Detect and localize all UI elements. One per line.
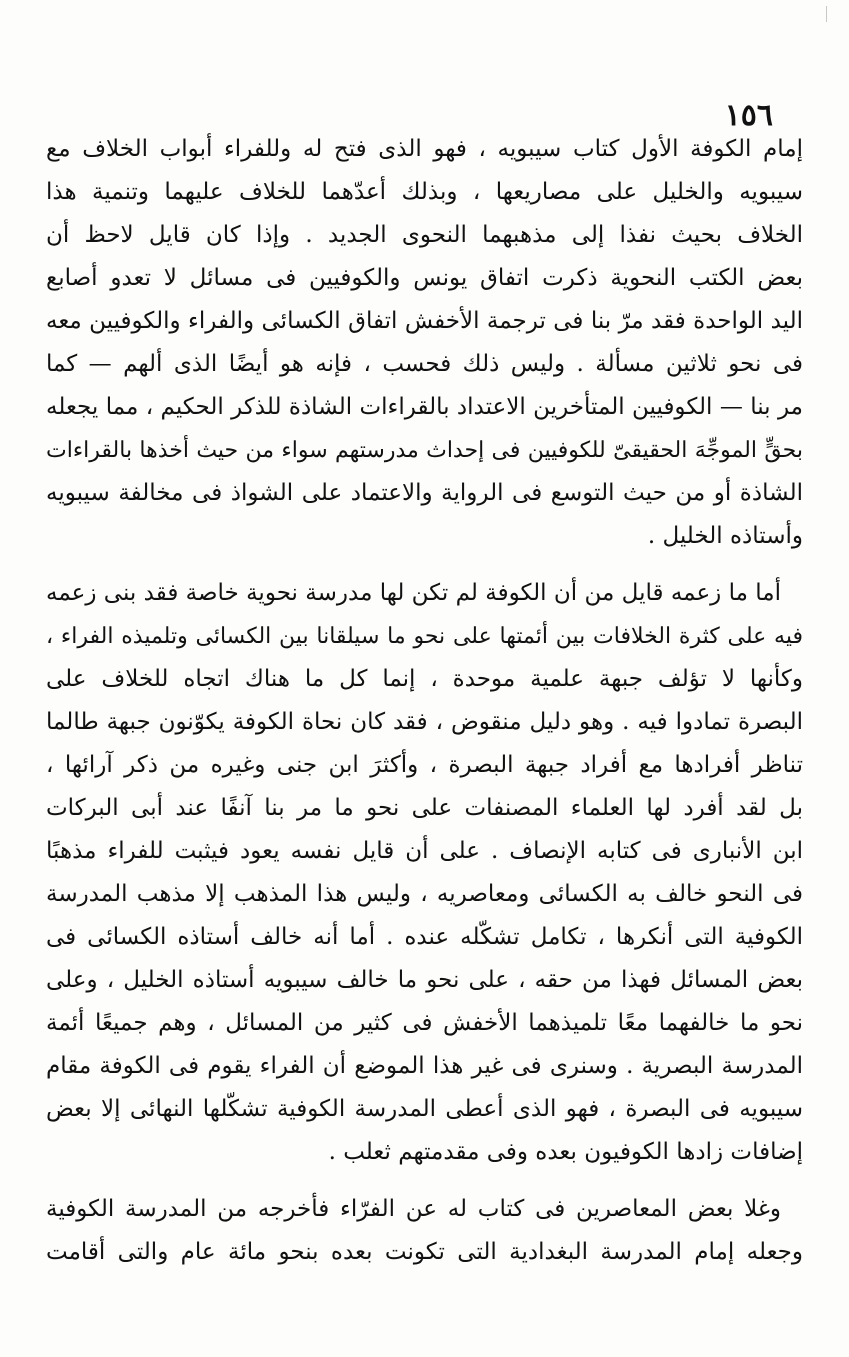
text-line: وغلا بعض المعاصرين فى كتاب له عن الفرّاء فأخرجه من المدرسة الكوفية [46, 1196, 781, 1222]
text-line: مر بنا — الكوفيين المتأخرين الاعتداد بالقراءات الشاذة للذكر الحكيم ، مما يجعله [46, 394, 803, 420]
text-line: وأستاذه الخليل . [647, 523, 803, 549]
body-text [46, 128, 803, 1274]
text-line: إمام الكوفة الأول كتاب سيبويه ، فهو الذى فتح له وللفراء أبواب الخلاف مع [46, 136, 803, 162]
text-line: وكأنها لا تؤلف جبهة علمية موحدة ، إنما كل ما هناك اتجاه للخلاف على [46, 666, 803, 692]
text-line: الخلاف بحيث نفذا إلى مذهبهما النحوى الجديد . وإذا كان قايل لاحظ أن [46, 222, 803, 248]
paragraph-1 [46, 128, 803, 558]
text-line: وجعله إمام المدرسة البغدادية التى تكونت بعده بنحو مائة عام والتى أقامت [46, 1239, 803, 1265]
text-line: ابن الأنبارى فى كتابه الإنصاف . على أن قايل نفسه يعود فيثبت للفراء مذهبًا [46, 838, 803, 864]
page-number: ١٥٦ [724, 98, 773, 133]
scan-edge-mark [826, 6, 827, 22]
text-line: الشاذة أو من حيث التوسع فى الرواية والاعتماد على الشواذ فى مخالفة سيبويه [46, 480, 803, 506]
text-line: فيه على كثرة الخلافات بين أئمتها على نحو ما سيلقانا بين الكسائى وتلميذه الفراء ، [46, 624, 803, 649]
text-line: بعض الكتب النحوية ذكرت اتفاق يونس والكوفيين فى مسائل لا تعدو أصابع [46, 265, 803, 291]
text-line: بل لقد أفرد لها العلماء المصنفات على نحو ما مر بنا آنفًا عند أبى البركات [46, 795, 803, 821]
paragraph-gap [46, 1174, 803, 1188]
text-line: تناظر أفرادها مع أفراد جبهة البصرة ، وأكثرَ ابن جنى وغيره من ذكر آرائها ، [46, 752, 803, 778]
paragraph-3 [46, 1188, 803, 1274]
paragraph-gap [46, 558, 803, 572]
text-line: نحو ما خالفهما معًا تلميذهما الأخفش فى كثير من المسائل ، وهم جميعًا أئمة [46, 1010, 803, 1036]
text-line: البصرة تمادوا فيه . وهو دليل منقوض ، فقد كان نحاة الكوفة يكوّنون جبهة طالما [46, 709, 803, 735]
text-line: فى نحو ثلاثين مسألة . وليس ذلك فحسب ، فإنه هو أيضًا الذى ألهم — كما [46, 351, 803, 377]
text-line: أما ما زعمه قايل من أن الكوفة لم تكن لها مدرسة نحوية خاصة فقد بنى زعمه [46, 580, 781, 606]
text-line: بحقٍّ الموجِّهَ الحقيقىّ للكوفيين فى إحداث مدرستهم سواء من حيث أخذها بالقراءات [46, 438, 803, 463]
text-line: الكوفية التى أنكرها ، تكامل تشكّله عنده . أما أنه خالف أستاذه الكسائى فى [46, 924, 803, 950]
text-line: سيبويه فى البصرة ، فهو الذى أعطى المدرسة الكوفية تشكّلها النهائى إلا بعض [46, 1096, 803, 1122]
paragraph-2 [46, 572, 803, 1174]
text-line: اليد الواحدة فقد مرّ بنا فى ترجمة الأخفش اتفاق الكسائى والفراء والكوفيين معه [46, 308, 803, 334]
text-line: فى النحو خالف به الكسائى ومعاصريه ، وليس هذا المذهب إلا مذهب المدرسة [46, 881, 803, 907]
text-line: سيبويه والخليل على مصاريعها ، وبذلك أعدّهما للخلاف عليهما وتنمية هذا [46, 179, 803, 205]
text-line: إضافات زادها الكوفيون بعده وفى مقدمتهم ثعلب . [328, 1139, 803, 1165]
text-line: المدرسة البصرية . وسنرى فى غير هذا الموضع أن الفراء يقوم فى الكوفة مقام [46, 1053, 803, 1079]
text-line: بعض المسائل فهذا من حقه ، على نحو ما خالف سيبويه أستاذه الخليل ، وعلى [46, 967, 803, 993]
